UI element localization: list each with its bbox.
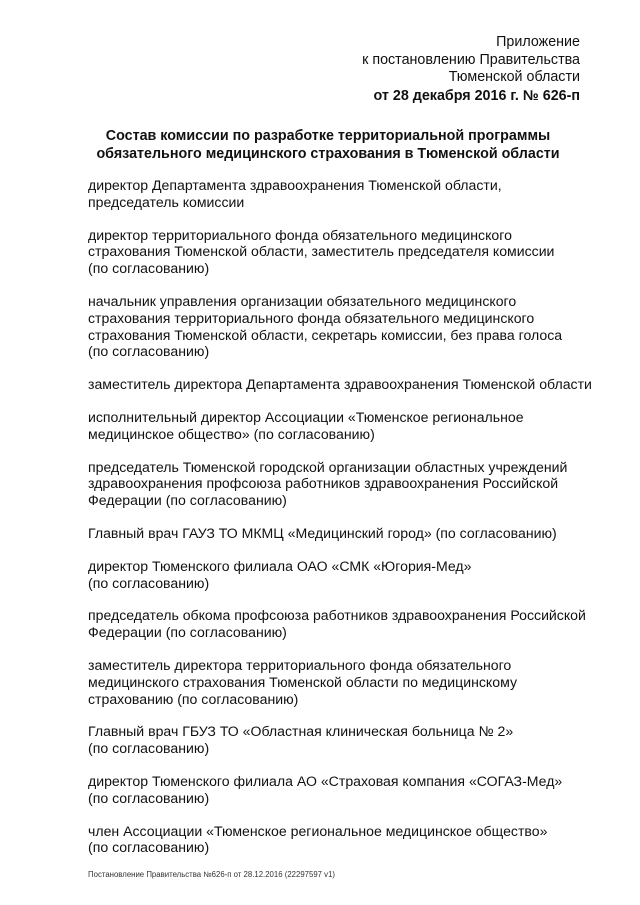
commission-member xyxy=(88,823,588,857)
appendix-decree-ref: к постановлению Правительства xyxy=(362,51,580,68)
member-description-line: директор территориального фонда обязательного медицинского xyxy=(88,226,512,243)
appendix-decree-number: от 28 декабря 2016 г. № 626-п xyxy=(373,87,580,104)
commission-member xyxy=(88,525,588,542)
member-description-line: член Ассоциации «Тюменское региональное медицинское общество» xyxy=(88,822,548,839)
appendix-label: Приложение xyxy=(496,34,580,50)
document-title xyxy=(80,128,576,163)
member-description-line: (по согласованию) xyxy=(88,839,210,856)
member-description-line: председатель Тюменской городской организации областных учреждений xyxy=(88,458,568,475)
member-description-line: (по согласованию) xyxy=(88,789,210,806)
member-description-line: начальник управления организации обязательного медицинского xyxy=(88,292,517,309)
commission-member xyxy=(88,376,592,393)
member-description-line: заместитель директора территориального фонда обязательного xyxy=(88,656,512,673)
member-description-line: Главный врач ГАУЗ ТО МКМЦ «Медицинский город» (по согласованию) xyxy=(88,524,557,541)
appendix-region: Тюменской области xyxy=(448,69,580,85)
appendix-header xyxy=(300,34,580,105)
member-description-line: Главный врач ГБУЗ ТО «Областная клиническая больница № 2» xyxy=(88,723,514,740)
page-footer: Постановление Правительства №626-п от 28.12.2016 (22297597 v1) xyxy=(88,870,336,879)
member-description-line: (по согласованию) xyxy=(88,343,210,360)
commission-member xyxy=(88,227,588,277)
member-description-line: директор Тюменского филиала ОАО «СМК «Югория-Мед» xyxy=(88,557,472,574)
member-description-line: страхования Тюменской области, заместитель председателя комиссии xyxy=(88,243,555,260)
member-description-line: Федерации (по согласованию) xyxy=(88,624,287,641)
member-description-line: председатель комиссии xyxy=(88,193,245,210)
commission-member xyxy=(88,293,588,360)
commission-member xyxy=(88,558,588,592)
member-description-line: медицинского страхования Тюменской области по медицинскому xyxy=(88,673,517,690)
title-line: Состав комиссии по разработке территориальной программы xyxy=(105,128,551,144)
member-description-line: медицинское общество» (по согласованию) xyxy=(88,425,375,442)
member-description-line: директор Департамента здравоохранения Тюменской области, xyxy=(88,177,502,193)
commission-member-list xyxy=(88,177,592,872)
member-description-line: Федерации (по согласованию) xyxy=(88,492,287,509)
member-description-line: страхования Тюменской области, секретарь комиссии, без права голоса xyxy=(88,326,563,343)
member-description-line: заместитель директора Департамента здравоохранения Тюменской области xyxy=(88,376,592,393)
member-description-line: здравоохранения профсоюза работников здравоохранения Российской xyxy=(88,475,559,492)
commission-member xyxy=(88,459,588,509)
member-description-line: исполнительный директор Ассоциации «Тюменское региональное xyxy=(88,408,524,425)
member-description-line: (по согласованию) xyxy=(88,574,210,591)
member-description-line: страхованию (по согласованию) xyxy=(88,690,299,707)
commission-member xyxy=(88,409,588,443)
member-description-line: (по согласованию) xyxy=(88,740,210,757)
title-line: обязательного медицинского страхования в Тюменской области xyxy=(96,145,560,162)
member-description-line: директор Тюменского филиала АО «Страховая компания «СОГАЗ-Мед» xyxy=(88,772,563,789)
member-description-line: (по согласованию) xyxy=(88,260,210,277)
commission-member xyxy=(88,177,588,211)
commission-member xyxy=(88,607,588,641)
member-description-line: страхования территориального фонда обязательного медицинского xyxy=(88,309,535,326)
commission-member xyxy=(88,773,588,807)
member-description-line: председатель обкома профсоюза работников здравоохранения Российской xyxy=(88,607,586,624)
commission-member xyxy=(88,657,588,707)
commission-member xyxy=(88,723,588,757)
